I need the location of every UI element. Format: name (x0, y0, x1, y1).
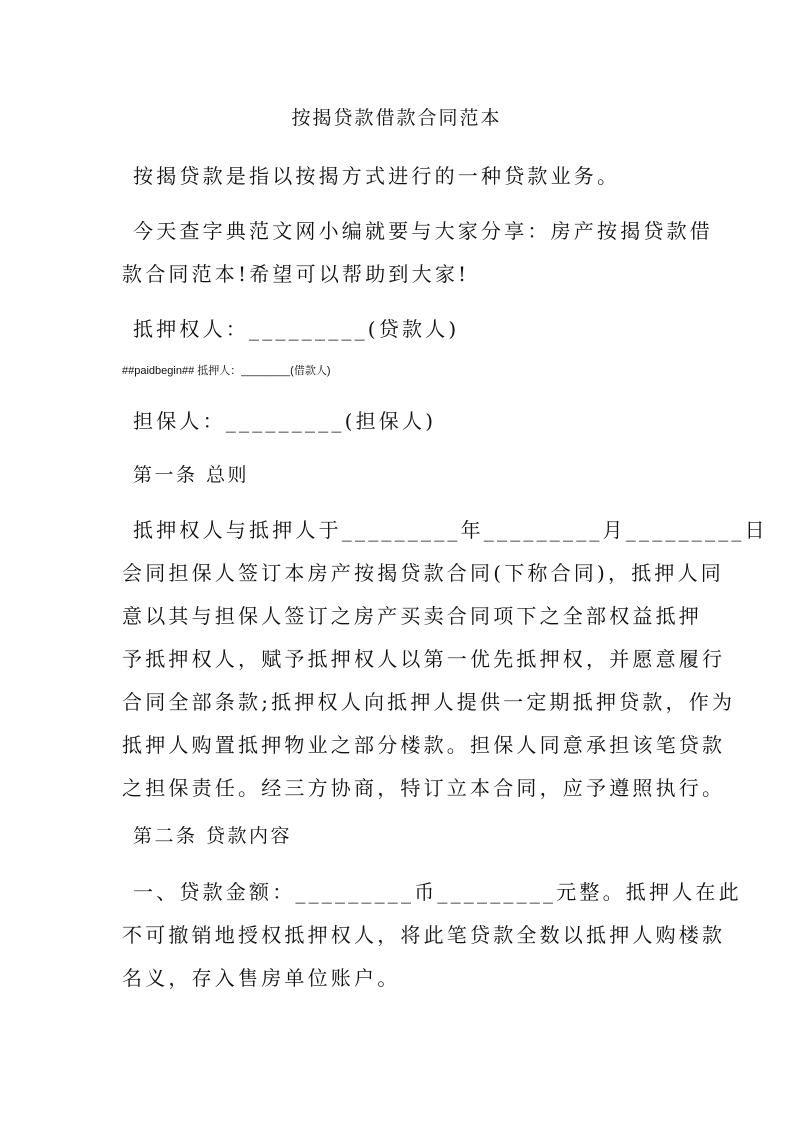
article-2-line-3: 名义，存入售房单位账户。 (122, 966, 401, 990)
paragraph-intro-line-2: 款合同范本!希望可以帮助到大家! (122, 262, 470, 286)
article-1-line-1: 抵押权人与抵押人于_________年_________月_________日 (133, 518, 768, 542)
article-1-line-7: 之担保责任。经三方协商，特订立本合同，应予遵照执行。 (122, 776, 726, 800)
article-2-line-2: 不可撤销地授权抵押权人，将此笔贷款全数以抵押人购楼款 (122, 923, 726, 947)
paragraph-definition: 按揭贷款是指以按揭方式进行的一种贷款业务。 (133, 164, 621, 188)
article-2-heading: 第二条 贷款内容 (133, 825, 293, 847)
article-1-line-5: 合同全部条款;抵押权人向抵押人提供一定期抵押贷款，作为 (122, 690, 736, 714)
article-1-line-6: 抵押人购置抵押物业之部分楼款。担保人同意承担该笔贷款 (122, 733, 726, 757)
guarantor-field: 担保人：_________(担保人) (133, 409, 437, 433)
article-1-heading: 第一条 总则 (133, 464, 250, 486)
article-2-line-1: 一、贷款金额：_________币_________元整。抵押人在此 (133, 880, 742, 904)
article-1-line-4: 予抵押权人，赋予抵押权人以第一优先抵押权，并愿意履行 (122, 647, 726, 671)
paragraph-intro-line-1: 今天查字典范文网小编就要与大家分享：房产按揭贷款借 (133, 219, 713, 243)
document-title: 按揭贷款借款合同范本 (291, 107, 502, 129)
article-1-line-3: 意以其与担保人签订之房产买卖合同项下之全部权益抵押 (122, 604, 702, 628)
article-1-line-2: 会同担保人签订本房产按揭贷款合同(下称合同)，抵押人同 (122, 561, 725, 585)
mortgagor-field: ##paidbegin## 抵押人：________(借款人) (122, 365, 331, 377)
mortgagee-field: 抵押权人：_________(贷款人) (133, 317, 460, 341)
